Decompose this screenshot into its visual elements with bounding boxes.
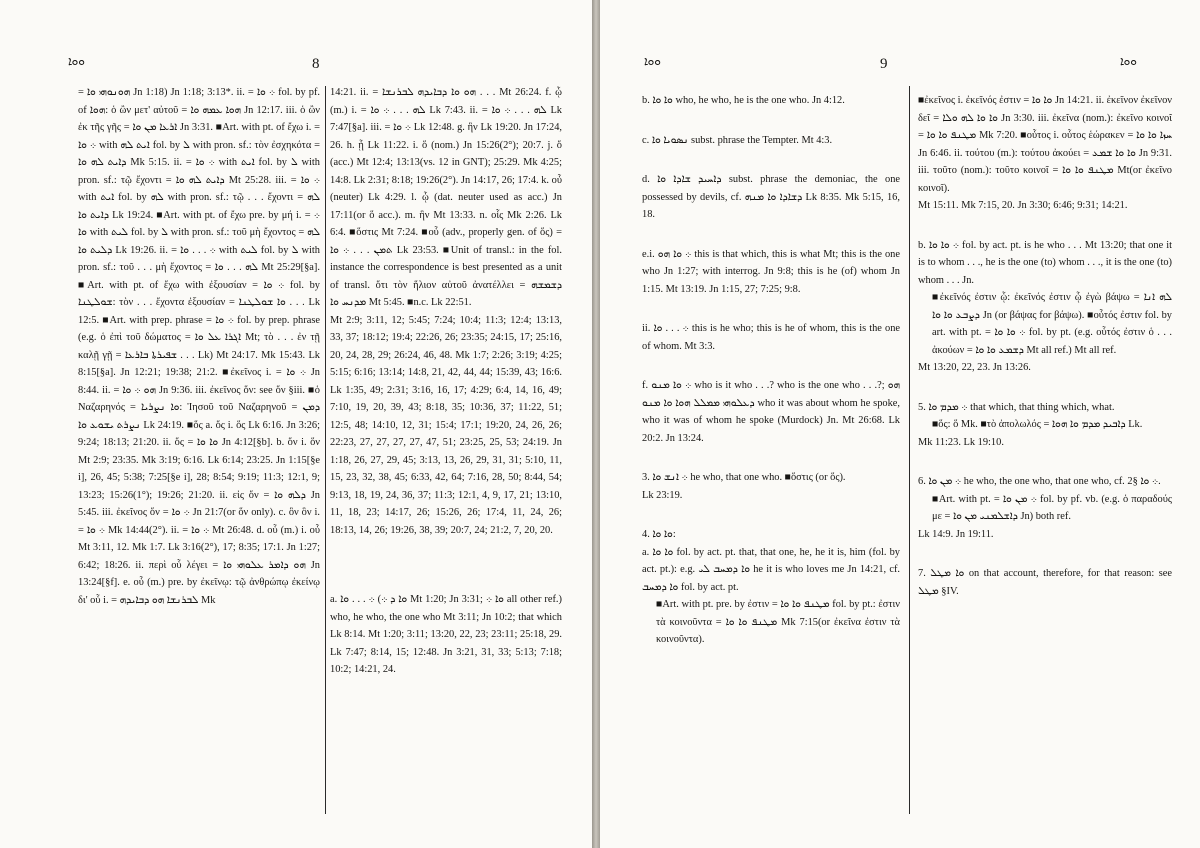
entry-text: ■Art. with pt. = ܀ ܡܢ ܘܐ fol. by pf. vb. (e.g. ὁ παραδούς με = ܕܐܫܠܡܢܝ ܡܢ ܘܐ Jn) both ref. (932, 493, 1172, 522)
reference-list: Mt 15:11. Mk 7:15, 20. Jn 3:30; 6:46; 9:31; 14:21. (918, 200, 1128, 211)
right-page (600, 0, 1200, 848)
entry-text: ■ἐκεῖνός ἐστιν ᾧ: ἐκεῖνός ἐστιν ᾧ ἐγὼ βάψω = ܠܗ ܐܢܐ ܕܨܒܥ ܘܐ ܘܐ Jn (or βάψας for βάψω). ■οὗτός ἐστιν fol. by art. with pt. = ܀ ܘܐ ܘܐ fol. by pt. (e.g. οὗτός ἐστιν ὁ . . . ἀκούων = ܕܫܡܥ ܘܐ ܘܐ Mt all ref.) Mt all ref. (932, 292, 1172, 356)
left-column-b (330, 84, 562, 814)
left-column-a (78, 84, 320, 814)
entry-text: b. ܀ ܘܐ ܘܐ fol. by act. pt. is he who . . . Mt 13:20; that one it is to whom . . ., he is the one (to) whom . . ., it is the one (to) whom . . . Jn. (918, 239, 1172, 286)
reference-list: Mk 11:23. Lk 19:10. (918, 436, 1004, 448)
page-number: 9 (880, 56, 888, 72)
entry-text: ■ἐκεῖνος i. ἐκεῖνός ἐστιν = ܘܐ ܘܐ Jn 14:21. ii. ἐκεῖνον ἐκεῖνον δεῖ = ܘܐ ܘܐ ܠܗ ܘܠܐ Jn 3:30. iii. ἐκεῖνα (nom.): ἐκεῖνο κοινοῖ = ܡܛܢܦ ܘܐ ܘܐ Mk 7:20. ■οὗτος i. οὗτος ἑώρακεν = ܚܙܐ ܘܐ ܘܐ Jn 6:46. ii. τούτου (m.): τούτου ἀκούει = ܘܐ ܘܐ ܫܡܥ Jn 9:31. iii. τοῦτο (nom.): τοῦτο κοινοῖ = ܡܛܢܦ ܘܐ ܘܐ Mt(or ἐκεῖνο κοινοῖ). (918, 95, 1172, 194)
entry-text: d. ܕܐܚܝܕ ܫܐܕܐ ܘܐ subst. phrase the demoniac, the one possessed by devils, cf. ܕܫܐܕܐ ܘܐ ܡܢܗ Lk 8:35. Mk 5:15, 16, 18. (642, 174, 900, 220)
right-column-b (918, 92, 1172, 817)
column-rule (325, 86, 326, 814)
entry-text: ii. ܀ . . . ܘܐ this is he who; this is he of whom, this is the one of whom. Mt 3:3. (642, 323, 900, 352)
running-head: ܘܘܐ (68, 54, 86, 68)
entry-text: = ܗܘܢܘܗܝ ܘܐ Jn 1:18) Jn 1:18; 3:13*. ii. = ܀ ܘܐ fol. by pf. of ܗܘܐ: ὁ ὢν μετ' αὐτοῦ = ܗܘܐ ܥܡܗ ܘܐ Jn 12:17. iii. ὁ ὢν ἐκ τῆς γῆς = ܐܪܥܐ ܡܢ ܘܐ Jn 3:31. ■Art. with pt. of ἔχω i. = ܀ ܘܐ with ܐܝܬ ܠܗ fol. by ܠ with pron. sf.: τὸν ἐσχηκότα = ܕܐܝܬ ܠܗ ܘܐ Mk 5:15. ii. = ܀ ܘܐ with ܐܝܬ fol. by ܠ with pron. sf.: τῷ ἔχοντι = ܕܐܝܬ ܠܗ ܘܐ Mt 25:28. iii. = ܀ ܘܐ with ܐܝܬ fol. by ܠܗ with pron. sf.: τῷ . . . ἔχοντι = ܠܗ ܕܐܝܬ ܘܐ Lk 19:24. ■Art. with pt. of ἔχω pre. by μή i. = ܀ ܘܐ with ܠܝܬ fol. by ܠ with pron. sf.: τοῦ μὴ ἔχοντος = ܠܗ ܕܠܝܬ ܘܐ Lk 19:26. ii. = ܀ . . . ܘܐ with ܠܝܬ fol. by ܠ with pron. sf.: τοῦ . . . μὴ ἔχοντος = ܠܗ . . . ܘܐ Mt 25:29[§a]. ■Art. with pt. of ἔχω with ἐξουσίαν = ܀ ܘܐ fol. by ܫܘܠܛܢܐ: τὸν . . . ἔχοντα ἐξουσίαν = ܘܐ ܫܘܠܛܢܐ . . . Lk 12:5. ■Art. with prep. phrase = ܀ ܘܐ fol. by prep. phrase (e.g. ὁ ἐπὶ τοῦ δώματος = ܐܓܪܐ ܥܠ ܘܐ Mt; τὸ . . . ἐν τῇ καλῇ γῇ = ܫܦܝܪܬܐ ܒܐܪܥܐ . . . Lk) Mt 24:17. Mk 15:43. Lk 8:15[§a]. Jn 12:21; 19:38; 21:2. ■ἐκεῖνος i. = ܀ ܘܐ Jn 8:44. ii. = ܗܘ ܀ ܘܐ Jn 9:36. iii. ἐκεῖνος ὅν: see ὅν §iii. ■ὁ Ναζαρηνός = ܘܐ ܢܨܪܝܐ: Ἰησοῦ τοῦ Ναζαρηνοῦ = ܕܡܢ ܢܨܪܬ ܝܫܘܥ ܘܐ Lk 24:19. ■ὅς a. ὅς i. ὅς Lk 6:16. Jn 3:26; 9:24; 18:13; 21:20. ii. ὅς = ܘܐ ܘܐ Jn 4:12[§b]. b. ὅν i. ὅν Mt 2:9; 23:35. Mk 3:19; 6:16. Lk 6:14; 23:25. Jn 1:15[§e i], 26, 45; 5:38; 7:25[§e i], 28; 8:54; 9:19; 11:3; 12:1, 9; 13:23; 15:26(1°); 19:26; 21:20. ii. εἰς ὅν = ܕܠܗ ܘܐ Jn 5:45. iii. ἐκεῖνος ὅν = ܀ ܘܐ Jn 21:7(or ὅν only). c. ὃν ὃν i. = ܀ ܘܐ Mk 14:44(2°). ii. = ܀ ܘܐ Mt 26:48. d. οὗ (m.) i. οὗ Mt 3:11, 12. Mk 1:7. Lk 3:16(2°), 17; 8:35; 17:1. Jn 1:27; 6:42; 18:26. ii. περὶ οὗ λέγει = ܗܘ ܕܐܡܪ ܥܠܘܗܝ ܘܐ Jn 13:24[§f]. e. οὗ (m.) pre. by ἐκεῖνῳ: τῷ ἀνθρώπῳ ἐκείνῳ δι' οὗ i. = ܠܒܪܢܫܐ ܗܘ ܕܒܐܝܕܗ Mk (78, 87, 320, 606)
entry-text: b. ܘܐ ܘܐ who, he who, he is the one who. Jn 4:12. (642, 95, 845, 106)
reference-list: Mt 13:20, 22, 23. Jn 13:26. (918, 362, 1031, 373)
book-gutter (592, 0, 600, 848)
spacer (330, 539, 562, 591)
entry-text: ■Art. with pt. pre. by ἐστιν = ܡܛܢܦ ܘܐ ܘܐ fol. by pt.: ἐστιν τὰ κοινοῦντα = ܡܛܢܦ ܘܐ ܘܐ Mk 7:15(or ἐκεῖνα ἐστιν τὰ κοινοῦντα). (656, 599, 900, 645)
entry-text: e.i. ܀ ܘܐ ܗܘ this is that which, this is what Mt; this is the one who Jn 1:27; with interrog. Jn 9:8; this is he (of) whom Jn 1:15. Mt 13:19. Jn 1:15, 27; 7:25; 9:8. (642, 248, 900, 295)
running-head: ܘܘܐ (1120, 54, 1138, 68)
entry-heading: 4. ܘܐ ܘܐ: (642, 529, 676, 540)
right-column-a (642, 92, 900, 817)
page-number: 8 (312, 56, 320, 72)
entry-text: f. ܀ ܘܐ ܡܢܘ who is it who . . .? who is the one who . . .?; ܗܘ ܕܥܠܘܗܝ ܡܡܠܠ ܗܘܐ ܘܐ ܡܢܘ who it was about whom he spoke, who it was of whom he spoke (Murdock) Jn. Mt 26:68. Lk 20:2. Jn 13:24. (642, 380, 900, 444)
running-head: ܘܘܐ (644, 54, 662, 68)
reference-list: Lk 14:9. Jn 19:11. (918, 528, 994, 540)
entry-text: ■ὅς: ὅ Mk. ■τὸ ἀπολωλός = ܕܐܒܝܕ ܡܕܡ ܘܐ ܗܘܐ Lk. (932, 419, 1143, 430)
reference-list: Mt 2:9; 3:11, 12; 5:45; 7:24; 10:4; 11:3; 12:4; 13:13, 33, 37; 18:12; 19:4; 22:26, 26; 23:35; 24:15, 17; 25:16, 20, 24, 28, 29; 26:24, 46, 48. Mk 1:7; 2:26; 3:19; 4:25; 5:15; 6:16; 13:14; 14:8, 21, 42, 44, 44; 15:39, 43; 16:6. Lk 1:35, 49; 2:31; 3:16, 16, 17; 4:29; 6:4, 14, 16, 49; 7:10, 19, 20, 39, 43; 8:18, 35; 10:36, 37; 11:22, 51; 12:5, 48; 14:10, 12, 31; 15:4; 17:1; 19:20, 24, 26, 26; 22:23, 27, 27, 27, 27, 47, 51; 23:25, 25, 53; 24:19. Jn 1:18, 26, 27, 29, 45; 3:13, 13, 26, 29, 31, 31; 5:10, 11, 15, 23, 32, 38, 45; 6:33, 42, 64; 7:16, 28, 50; 8:44, 54; 9:13, 18, 19, 24, 36, 37; 11:3; 12:1, 4, 9, 17, 21; 13:10, 11, 18, 23; 14:17, 26; 15:26, 26; 17:4, 11, 24, 26; 18:13, 14, 26; 19:26, 38, 39; 20:7, 24; 21:2, 7, 20, 20. (330, 314, 562, 536)
left-page (0, 0, 592, 848)
entry-text: a. ܘܐ ܘܐ fol. by act. pt. that, that one, he, he it is, him (fol. by act. pt.): e.g. ܘܐ ܕܡܚܒ ܠܝ he it is who loves me Jn 14:21, cf. ܘܐ ܕܡܚܒ fol. by act. pt. (642, 546, 900, 593)
entry-text: c. ܢܣܘܝܐ ܘܐ subst. phrase the Tempter. Mt 4:3. (642, 134, 833, 146)
entry-text: 6. ܀ ܡܢ ܘܐ he who, the one who, that one who, cf. ܀ ܘܐ §2. (918, 476, 1161, 487)
entry-text: 14:21. ii. = ܗܘ ܘܐ ܕܒܐܝܕܗ ܠܒܪܢܫܐ . . . Mt 26:24. f. ᾧ (m.) i. = ܠܗ . . . ܀ ܘܐ Lk 7:43. ii. = ܠܗ . . . ܀ ܘܐ Lk 7:47[§a]. iii. = ܀ ܘܐ Lk 12:48. g. ἣν Lk 19:20. Jn 17:24, 26. h. ᾗ Lk 11:22. i. ὅ (nom.) Jn 15:26(2°); 20:7. j. ὅ (acc.) Mt 12:4; 13:13(vs. 12 in GNT); 25:29. Mk 4:25; 14:8. Lk 2:31; 8:18; 19:26(2°). Jn 14:17, 26; 17:4. k. οὗ (neuter) Lk 4:29. l. ᾧ (dat. neuter used as acc.) Jn 17:11(or ὅ acc.). m. ἣν Mt 13:33. n. οἷς Mk 2:26. Lk 6:4. ■ὅστις Mt 7:24. ■οὗ (adv., properly gen. of ὅς) = ܬܡܢ . . . ܀ ܘܐ Lk 23:53. ■Unit of transl.: in the fol. instance the correspondence is best presented as a unit of transl. ὅτι τὸν ἥλιον αὐτοῦ ἀνατέλλει = ܕܫܡܫܗ ܡܕܢܚ ܘܐ Mt 5:45. ■n.c. Lk 22:51. (330, 87, 562, 308)
entry-text: a. ܀ . . . ܘܐ (ܘܐ ܕ ܀ Mt 1:20; Jn 3:31; ܘܐ ܀ all other ref.) who, he who, the one who Mt 3:11; Jn 10:2; that which Lk 8:14. Mt 1:20; 3:11; 13:20, 22, 23; 23:11; 25:18, 29. Lk 7:47; 8:14, 15; 12:48. Jn 3:21, 31, 33; 5:13; 7:18; 10:2; 14:21, 24. (330, 594, 562, 675)
entry-text: 3. ܀ ܐܢܫ ܘܐ he who, that one who. ■ὅστις (or ὅς). Lk 23:19. (642, 472, 846, 501)
column-rule (909, 86, 910, 814)
entry-text: 5. ܀ ܡܕܡ ܘܐ that which, that thing which, what. (918, 401, 1115, 413)
entry-text: 7. ܘܐ ܡܛܠ on that account, therefore, for that reason: see ܡܛܠ §IV. (918, 568, 1172, 597)
